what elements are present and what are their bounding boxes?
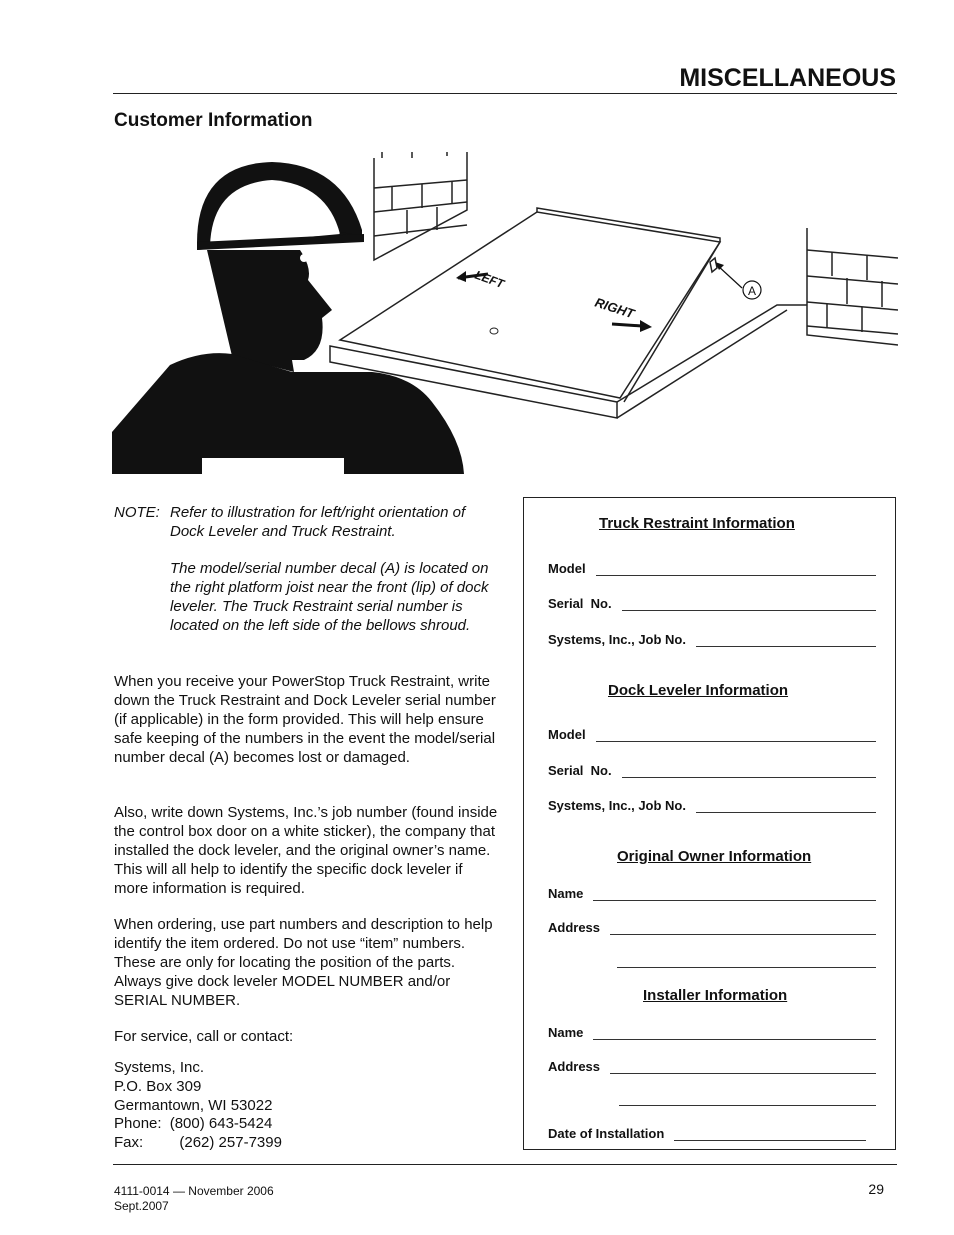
- note-decal-location: The model/serial number decal (A) is located on the right platform joist near the front (lip) of dock leveler. The Truck Restraint serial number is located on the left side of the bellows shroud.: [170, 560, 489, 634]
- truck-job-field[interactable]: [548, 631, 876, 647]
- contact-phone-row: [114, 1114, 272, 1133]
- original-owner-heading: Original Owner Information: [617, 848, 812, 865]
- callout-label: A: [747, 284, 757, 298]
- paragraph-ordering: When ordering, use part numbers and description to help identify the item ordered. Do not use “item” numbers. These are only for locating the position of the parts. Always give dock leveler MODEL NUMBER and/or SERIAL NUMBER.: [114, 916, 493, 1009]
- installer-name-label: Name: [548, 1025, 584, 1040]
- contact-po-box: P.O. Box 309: [114, 1078, 202, 1095]
- dock-model-label: Model: [548, 727, 586, 742]
- dock-leveler-heading: Dock Leveler Information: [608, 682, 789, 699]
- footer-rule: [113, 1164, 897, 1165]
- note-orientation: Refer to illustration for left/right orientation of Dock Leveler and Truck Restraint.: [170, 504, 466, 540]
- paragraph-service: For service, call or contact:: [114, 1028, 294, 1045]
- installer-heading: Installer Information: [643, 987, 788, 1004]
- doc-revision: Sept.2007: [114, 1199, 169, 1213]
- truck-restraint-heading: Truck Restraint Information: [599, 515, 795, 532]
- contact-city: Germantown, WI 53022: [114, 1097, 273, 1114]
- note-label: NOTE:: [114, 504, 160, 521]
- contact-fax-row: [114, 1133, 282, 1152]
- section-title: MISCELLANEOUS: [679, 64, 896, 92]
- doc-number: 4111-0014 — November 2006: [114, 1184, 274, 1198]
- phone-label: Phone:: [114, 1115, 162, 1132]
- dock-serial-label: Serial No.: [548, 763, 612, 778]
- callout-a: [715, 262, 761, 299]
- phone-number: (800) 643-5424: [169, 1115, 273, 1132]
- owner-address-line-2[interactable]: [617, 966, 876, 968]
- owner-address-label: Address: [548, 920, 601, 935]
- installer-name-field[interactable]: [548, 1024, 876, 1040]
- installation-date-field[interactable]: [548, 1125, 866, 1141]
- right-label: RIGHT: [593, 294, 637, 322]
- owner-name-label: Name: [548, 886, 584, 901]
- owner-address-field[interactable]: [548, 919, 876, 935]
- dock-serial-field[interactable]: [548, 762, 876, 778]
- left-label: LEFT: [472, 267, 506, 292]
- truck-model-field[interactable]: [548, 560, 876, 576]
- footer-doc-info: [114, 1184, 274, 1214]
- page-subtitle: Customer Information: [114, 110, 313, 131]
- brick-wall-right: [807, 228, 898, 345]
- right-arrow-icon: [612, 324, 642, 326]
- dock-model-field[interactable]: [548, 726, 876, 742]
- owner-name-field[interactable]: [548, 885, 876, 901]
- dock-leveler-illustration: [112, 150, 898, 476]
- dock-job-field[interactable]: [548, 797, 876, 813]
- installer-address-field[interactable]: [548, 1058, 876, 1074]
- contact-company: Systems, Inc.: [114, 1059, 205, 1076]
- dock-job-label: Systems, Inc., Job No.: [548, 798, 686, 813]
- header-rule: [113, 93, 897, 94]
- brick-wall-left: [374, 152, 467, 260]
- leveler-platform: [340, 208, 720, 402]
- installation-date-label: Date of Installation: [548, 1126, 665, 1141]
- installer-address-line-2[interactable]: [619, 1104, 876, 1106]
- paragraph-record-serial: When you receive your PowerStop Truck Restraint, write down the Truck Restraint and Dock Leveler serial number (if applicable) in the form provided. This will help ensure safe keeping of the numbers in the event the model/serial number decal (A) becomes lost or damaged.: [114, 673, 496, 766]
- fax-label: Fax:: [114, 1134, 144, 1151]
- truck-serial-label: Serial No.: [548, 596, 612, 611]
- truck-job-label: Systems, Inc., Job No.: [548, 632, 686, 647]
- page-number: 29: [868, 1181, 884, 1197]
- installer-address-label: Address: [548, 1059, 601, 1074]
- truck-serial-field[interactable]: [548, 595, 876, 611]
- paragraph-job-number: Also, write down Systems, Inc.’s job number (found inside the control box door on a white sticker), the company that installed the dock leveler, and the original owner’s name. This will all help to identify the specific dock leveler if more information is required.: [114, 804, 498, 897]
- truck-model-label: Model: [548, 561, 586, 576]
- fax-number: (262) 257-7399: [179, 1134, 282, 1151]
